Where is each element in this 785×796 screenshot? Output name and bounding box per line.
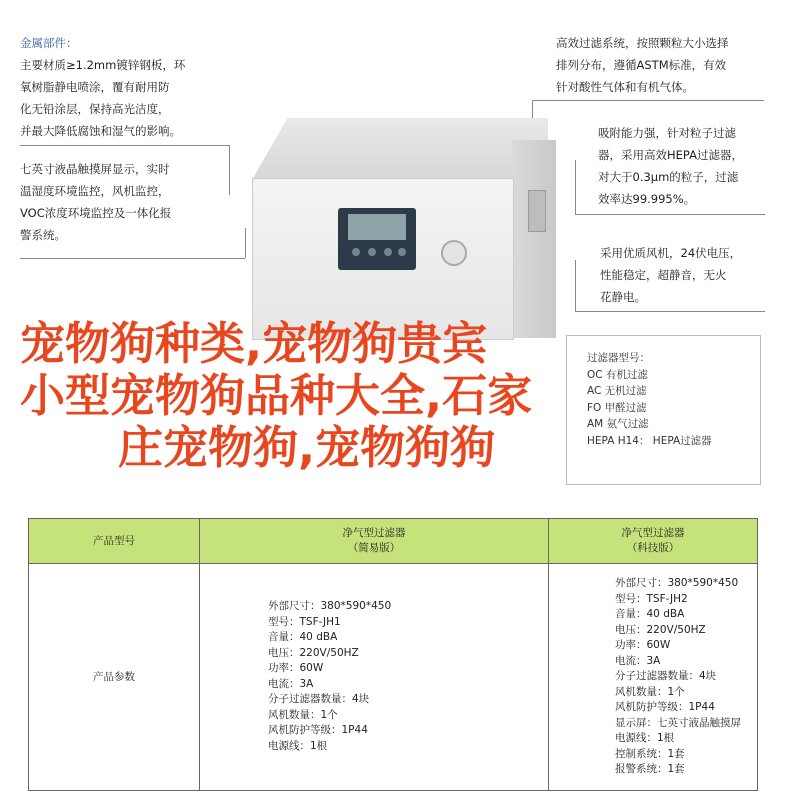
callout-line xyxy=(229,145,230,195)
table-row xyxy=(29,564,758,791)
header-col-tech xyxy=(549,519,758,564)
param-line: 音量：40 dBA xyxy=(615,608,685,620)
divider xyxy=(532,100,764,101)
note-line: 对大于0.3μm的粒子，过滤 xyxy=(598,170,739,184)
metal-parts-note xyxy=(20,32,185,142)
list-item: AM 氨气过滤 xyxy=(587,418,649,430)
param-line: 分子过滤器数量：4块 xyxy=(615,670,717,682)
header-text: 净气型过滤器 xyxy=(621,527,685,539)
note-line: 针对酸性气体和有机气体。 xyxy=(556,80,694,94)
list-item: 过滤器型号： xyxy=(587,352,650,364)
title-line-1: 宠物狗种类,宠物狗贵宾 xyxy=(20,317,488,370)
param-line: 外部尺寸：380*590*450 xyxy=(268,600,392,613)
params-tech xyxy=(549,564,758,791)
gauge-icon xyxy=(441,240,467,266)
note-line: 七英寸液晶触摸屏显示，实时 xyxy=(20,162,170,176)
panel-button xyxy=(384,248,392,256)
callout-line xyxy=(245,228,246,258)
param-line: 功率：60W xyxy=(615,639,671,651)
cabinet-top xyxy=(252,118,548,180)
param-line: 型号：TSF-JH2 xyxy=(615,592,688,605)
param-line: 外部尺寸：380*590*450 xyxy=(615,577,739,589)
hepa-note xyxy=(598,122,743,210)
cabinet-side xyxy=(512,140,556,338)
table-header-row xyxy=(29,519,758,564)
page-title xyxy=(20,318,780,474)
note-line: 效率达99.995%。 xyxy=(598,192,696,206)
header-text: 净气型过滤器 xyxy=(342,527,406,539)
param-line: 电流：3A xyxy=(268,677,314,690)
list-item: AC 无机过滤 xyxy=(587,385,647,397)
divider xyxy=(575,214,765,215)
note-heading: 金属部件： xyxy=(20,36,78,50)
title-line-2: 小型宠物狗品种大全,石家 xyxy=(20,369,533,422)
note-line: 采用优质风机，24伏电压， xyxy=(600,246,742,260)
row-label: 产品参数 xyxy=(29,564,200,791)
param-line: 显示屏：七英寸液晶触摸屏 xyxy=(615,716,741,729)
param-line: 分子过滤器数量：4块 xyxy=(268,693,370,706)
vent-grille xyxy=(528,190,546,232)
filter-system-note xyxy=(556,32,729,98)
param-line: 电源线：1根 xyxy=(268,739,328,752)
list-item: OC 有机过滤 xyxy=(587,368,648,381)
param-line: 型号：TSF-JH1 xyxy=(268,615,341,628)
note-line: 性能稳定，超静音，无火 xyxy=(600,268,727,282)
params-simple xyxy=(200,564,549,791)
param-line: 电源线：1根 xyxy=(615,732,675,744)
note-line: 吸附能力强，针对粒子过滤 xyxy=(598,126,736,140)
divider xyxy=(20,258,245,259)
note-line: 主要材质≥1.2mm镀锌钢板，环 xyxy=(20,58,186,72)
param-line: 电压：220V/50HZ xyxy=(268,646,359,659)
header-label: 产品型号 xyxy=(29,519,200,564)
note-line: VOC浓度环境监控及一体化报 xyxy=(20,206,172,220)
note-line: 高效过滤系统，按照颗粒大小选择 xyxy=(556,36,729,50)
list-item: HEPA H14： HEPA过滤器 xyxy=(587,434,712,447)
divider xyxy=(20,145,230,146)
panel-button xyxy=(368,248,376,256)
touchscreen-note xyxy=(20,158,171,246)
lcd-screen xyxy=(348,214,406,240)
param-line: 风机防护等级：1P44 xyxy=(268,724,368,737)
header-text: （简易版） xyxy=(347,542,401,554)
note-line: 器，采用高效HEPA过滤器， xyxy=(598,148,743,162)
note-line: 并最大降低腐蚀和湿气的影响。 xyxy=(20,124,181,138)
fan-note xyxy=(600,242,741,308)
note-line: 警系统。 xyxy=(20,228,66,242)
param-line: 报警系统：1套 xyxy=(615,763,685,775)
param-line: 电流：3A xyxy=(615,654,661,667)
param-line: 风机防护等级：1P44 xyxy=(615,701,715,713)
divider xyxy=(575,311,765,312)
note-line: 氧树脂静电喷涂，覆有耐用防 xyxy=(20,80,170,94)
note-line: 温湿度环境监控，风机监控， xyxy=(20,184,170,198)
note-line: 排列分布，遵循ASTM标准，有效 xyxy=(556,58,727,72)
callout-line xyxy=(575,260,576,312)
panel-button xyxy=(352,248,360,256)
callout-line xyxy=(575,160,576,215)
note-line: 花静电。 xyxy=(600,290,646,304)
param-line: 风机数量：1个 xyxy=(268,708,338,721)
param-line: 控制系统：1套 xyxy=(615,747,685,760)
header-col-simple xyxy=(200,519,549,564)
note-line: 化无铅涂层，保持高光洁度， xyxy=(20,102,170,116)
param-line: 电压：220V/50HZ xyxy=(615,623,706,636)
spec-table xyxy=(28,518,758,791)
list-item: FO 甲醛过滤 xyxy=(587,401,647,414)
param-line: 音量：40 dBA xyxy=(268,631,338,644)
param-line: 功率：60W xyxy=(268,662,324,675)
panel-button xyxy=(398,248,406,256)
title-line-3: 庄宠物狗,宠物狗狗 xyxy=(118,421,496,474)
header-text: （科技版） xyxy=(626,542,680,554)
param-line: 风机数量：1个 xyxy=(615,685,685,698)
